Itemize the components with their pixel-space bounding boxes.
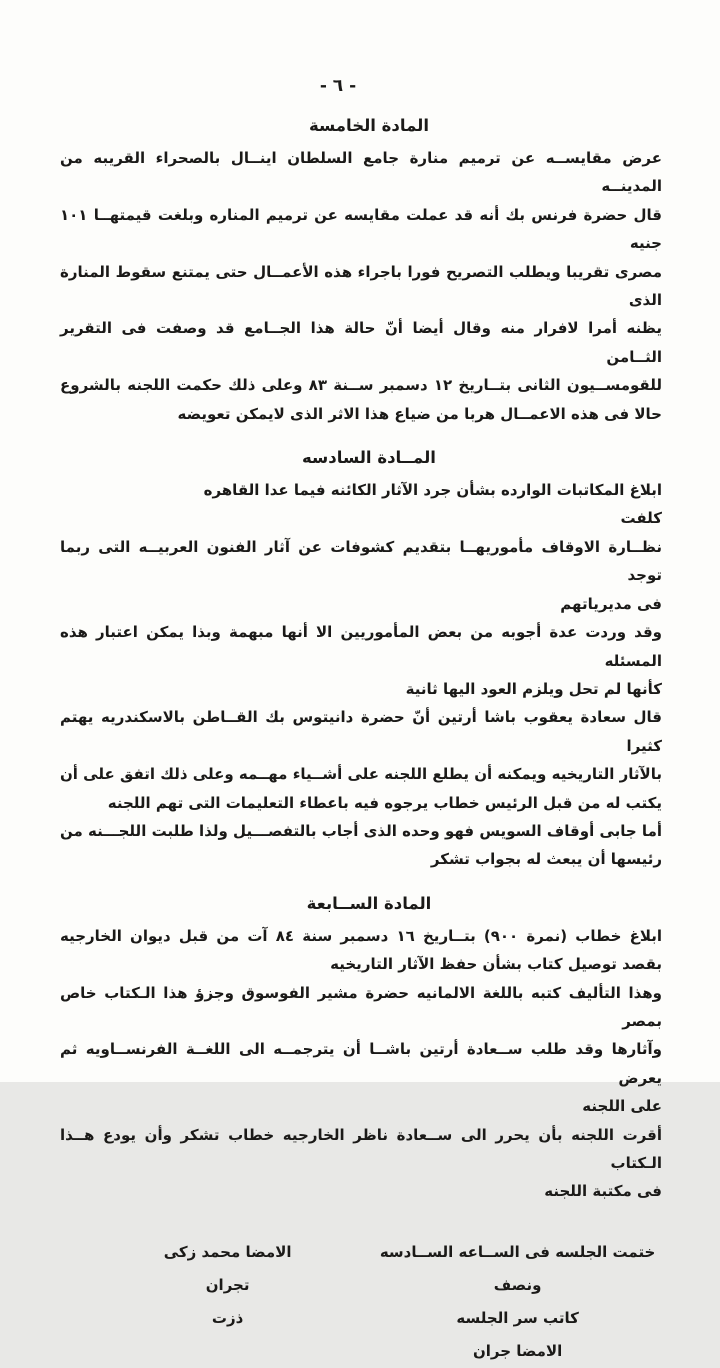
text-line: قال سعادة يعقوب باشا أرتين أنّ حضرة دانيتوس بك القــاطن بالاسكندريه يهتم كثيرا (60, 708, 662, 755)
text-line: أقرت اللجنه بأن يحرر الى ســعادة ناظر الخارجيه خطاب تشكر وأن يودع هــذا الـكتاب (60, 1125, 662, 1172)
signatures-column (100, 1236, 355, 1368)
text-line: يكتب له من قبل الرئيس خطاب يرجوه فيه باعطاء التعليمات التى تهم اللجنه (107, 793, 662, 812)
text-line: نظــارة الاوقاف مأموريهــا بتقديم كشوفات عن آثار الفنون العربيــه التى ربما توجد (60, 537, 662, 585)
signature-mohamed-zaki: الامضا محمد زكى (163, 1242, 292, 1261)
clerk-signature: الامضا جران (472, 1341, 563, 1360)
text-line: فى مكتبة اللجنه (544, 1182, 662, 1201)
page-number: - ٦ - (319, 76, 357, 96)
text-line: ابلاغ خطاب (نمرة ٩٠٠) بتــاريخ ١٦ دسمبر سنة ٨٤ آت من قبل ديوان الخارجيه (60, 926, 662, 945)
text-line: أما جابى أوقاف السويس فهو وحده الذى أجاب بالتفصـــيل ولذا طلبت اللجـــنه من (60, 821, 662, 840)
text-line: يظنه أمرا لافرار منه وقال أيضا أنّ حالة هذا الجــامع قد وصفت فى التقرير الثــامن (60, 319, 662, 366)
text-line: عرض مقايســه عن ترميم منارة جامع السلطان اينــال بالصحراء القريبه من المدينــه (60, 149, 662, 196)
text-line: للقومســيون الثانى بتــاريخ ١٢ دسمبر ســنة ٨٣ وعلى ذلك حكمت اللجنه بالشروع (60, 376, 662, 395)
signature-block (0, 1236, 720, 1368)
text-line: بقصد توصيل كتاب بشأن حفظ الآثار التاريخيه (330, 955, 662, 974)
text-line: رئيسها أن يبعث له بجواب تشكر (430, 850, 662, 869)
document-body (0, 116, 720, 1206)
session-closing-time: ختمت الجلسه فى الســاعه الســادسه ونصف (379, 1242, 656, 1294)
article-5-heading: المادة الخامسة (308, 116, 429, 135)
article-7-heading: المادة الســابعة (306, 893, 432, 913)
article-6-heading: المــادة السادسه (302, 448, 436, 468)
session-clerk-title: كاتب سر الجلسه (456, 1308, 579, 1327)
text-line: على اللجنه (582, 1097, 662, 1116)
signature-tigrane: تجران (205, 1275, 250, 1294)
text-line: وهذا التأليف كتبه باللغة الالمانيه حضرة مشير الفوسوق وجزؤ هذا الـكتاب خاص بمصر (60, 983, 662, 1030)
text-line: مصرى تقريبا ويطلب التصريح فورا باجراء هذه الأعمــال حتى يمتنع سقوط المنارة الذى (60, 262, 662, 310)
text-line: وقد وردت عدة أجوبه من بعض المأموريين الا أنها مبهمة وبذا يمكن اعتبار هذه المسئله (60, 623, 662, 670)
signature-third: ذزت (211, 1308, 244, 1327)
session-closing-column (355, 1236, 680, 1368)
text-line: وآثارها وقد طلب ســعادة أرتين باشــا أن يترجمــه الى اللغــة الفرنســاويه ثم يعرض (60, 1040, 662, 1087)
text-line: بالآثار التاريخيه ويمكنه أن يطلع اللجنه على أشــياء مهــمه وعلى ذلك اتفق على أن (60, 765, 662, 784)
text-line: حالا فى هذه الاعمــال هربا من ضياع هذا الاثر الذى لايمكن تعويضه (177, 404, 662, 423)
text-line: قال حضرة فرنس بك أنه قد عملت مقايسه عن ترميم المناره وبلغت قيمتهــا ١٠١ جنيه (60, 205, 662, 253)
text-line: فى مديرياتهم (560, 594, 662, 613)
text-line: ابلاغ المكاتبات الوارده بشأن جرد الآثار الكائنه فيما عدا القاهره كلفت (57, 481, 662, 528)
text-line: كأنها لم تحل ويلزم العود اليها ثانية (405, 679, 662, 698)
